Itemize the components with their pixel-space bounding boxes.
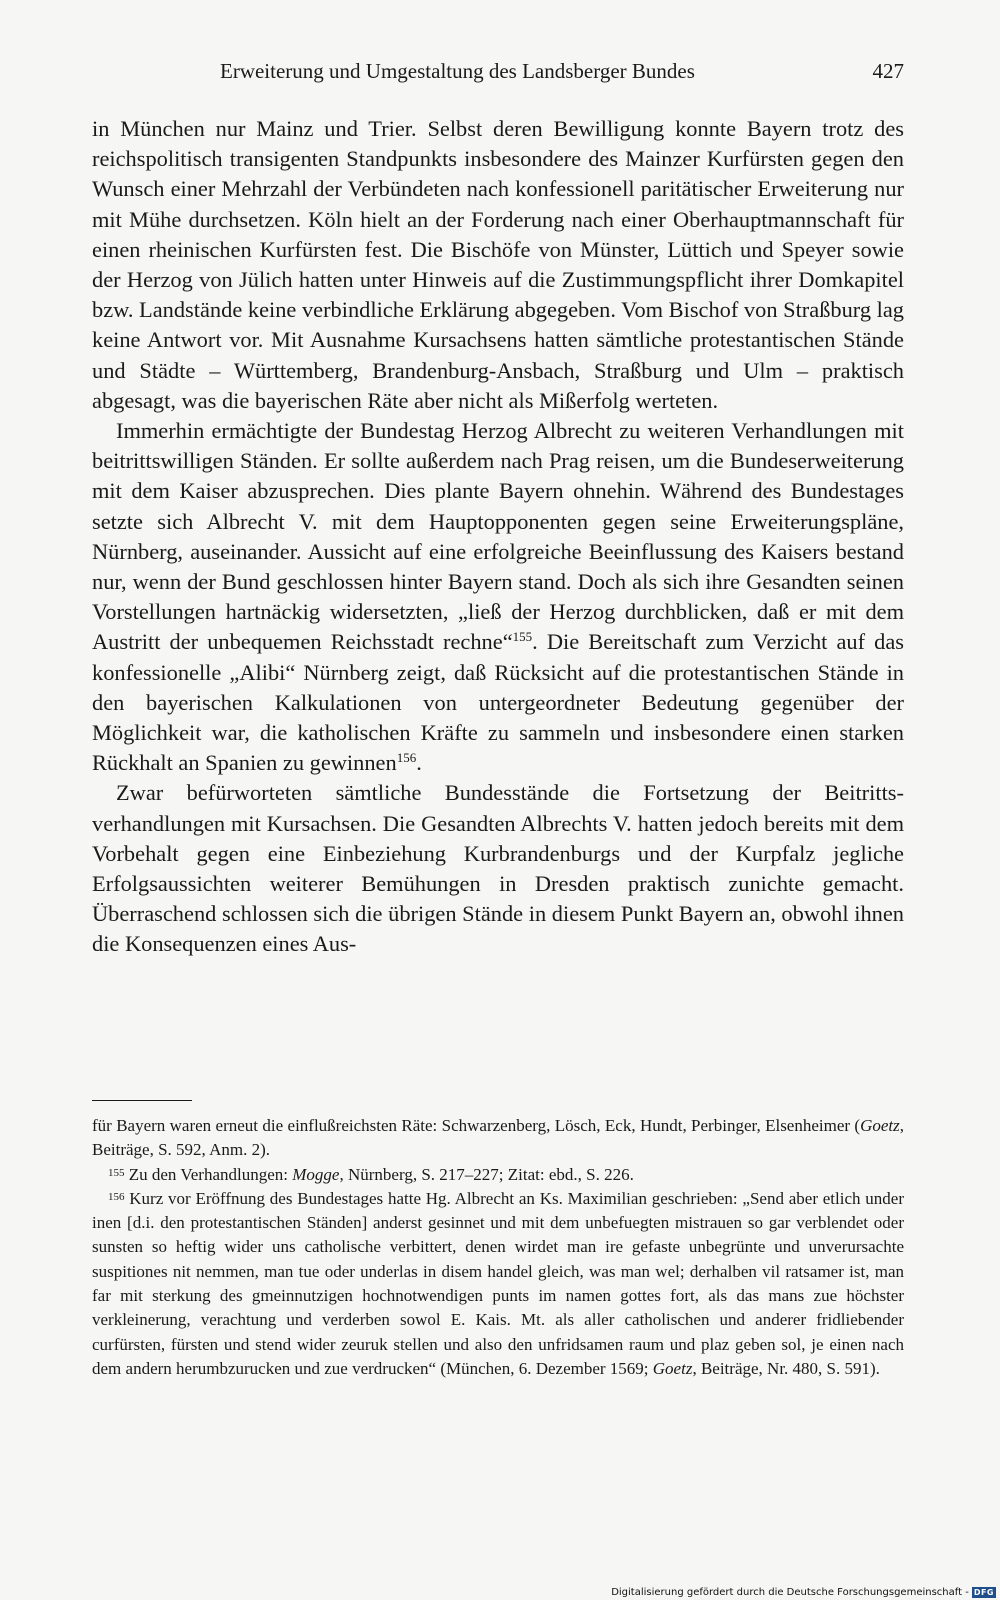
footnote-156-text-a: Kurz vor Eröffnung des Bundestages hatte Hg. Albrecht an Ks. Maximilian geschrieben: „Send aber etlich under inen [d.i. den protestantischen Ständen] anderst gesinnet und mit dem unbefuegten mistrauen so gar verblendet oder sunsten so heftig wider uns catholische verbittert, denen wirdet man ire gefaste unbegrünte und unverursachte suspitiones nit nemmen, man tue oder underlas in disem handel gleich, was man wel; derhalben vil ratsamer ist, man far mit sterkung des gmeinnutzigen hochnotwendigen punts im namen gottes fort, als das mans zue höchster verkleinerung, verachtung und verderben sowol E. Kais. Mt. als aller catholischen und anderer fridliebender curfürsten, fürsten und stend wider zeuruk stellen und also den unfridsamen raum und plaz geben sol, je einen nach dem andern herumbzurucken und zue verdrucken“ (München, 6. Dezember 1569; — [92, 1188, 904, 1378]
paragraph-2-text-b: . Die Bereitschaft zum Verzicht auf das konfessionelle „Alibi“ Nürnberg zeigt, daß Rücksicht auf die protestantischen Stände in den bayerischen Kalkulationen von untergeordneter Bedeutung gegenüber der Möglichkeit war, die katholischen Kräfte zu sammeln und insbesondere einen starken Rückhalt an Spanien zu gewinnen — [92, 629, 904, 776]
paragraph-2-text-end: . — [416, 750, 422, 776]
footnote-156-text-b: , Beiträge, Nr. 480, S. 591). — [692, 1358, 880, 1378]
main-text — [92, 114, 904, 960]
digitization-footer — [611, 1587, 996, 1598]
footnote-continued-text-a: für Bayern waren erneut die einflußreichsten Räte: Schwarzenberg, Lösch, Eck, Hundt, Perbinger, Elsenheimer ( — [92, 1116, 861, 1135]
footnote-155 — [92, 1163, 904, 1187]
footnote-155-text-a: Zu den Verhandlungen: — [124, 1164, 293, 1184]
dfg-logo-icon: DFG — [973, 1588, 994, 1597]
running-title: Erweiterung und Umgestaltung des Landsberger Bundes — [220, 59, 695, 83]
footnote-continued-text-b: , Beiträge, S. 592, Anm. 2). — [92, 1116, 904, 1160]
footnotes — [92, 1114, 904, 1381]
paragraph-2 — [92, 416, 904, 778]
footer-credit: Digitalisierung gefördert durch die Deutsche Forschungsgemeinschaft - — [611, 1587, 969, 1598]
footnote-156 — [92, 1187, 904, 1381]
footnote-continued-author: Goetz — [860, 1116, 900, 1135]
footnote-ref-156[interactable]: 156 — [396, 750, 417, 766]
footnote-155-author: Mogge — [292, 1164, 340, 1184]
paragraph-3: Zwar befürworteten sämtliche Bundesstände die Fortsetzung der Beitrittsverhandlungen mit Kursachsen. Die Gesandten Albrechts V. hatten jedoch bereits mit dem Vorbehalt gegen eine Einbeziehung Kurbrandenburgs und der Kurpfalz jegliche Erfolgsaussichten weiterer Bemühungen in Dresden praktisch zunichte gemacht. Überraschend schlossen sich die übrigen Stände in diesem Punkt Bayern an, obwohl ihnen die Konsequenzen eines Aus- — [92, 780, 904, 957]
footnote-ref-155[interactable]: 155 — [512, 629, 533, 645]
footnote-continued — [92, 1114, 904, 1163]
footnote-155-number: 155 — [108, 1166, 125, 1179]
footnote-156-number: 156 — [108, 1190, 125, 1203]
footnote-156-author: Goetz — [652, 1358, 693, 1378]
page-number: 427 — [872, 59, 904, 83]
footnote-155-text-b: , Nürnberg, S. 217–227; Zitat: ebd., S. 226. — [339, 1164, 634, 1184]
paragraph-2-text-a: Immerhin ermächtigte der Bundestag Herzog Albrecht zu weiteren Verhandlungen mit beitrittswilligen Ständen. Er sollte außerdem nach Prag reisen, um die Bundeserweiterung mit dem Kaiser abzusprechen. Dies plante Bayern ohnehin. Während des Bundestages setzte sich Albrecht V. mit dem Hauptopponenten gegen seine Erweiterungspläne, Nürnberg, auseinander. Aussicht auf eine erfolgreiche Beeinflussung des Kaisers bestand nur, wenn der Bund geschlossen hinter Bayern stand. Doch als sich ihre Gesandten seinen Vorstellungen hartnäckig widersetzten, „ließ der Herzog durchblicken, daß er mit dem Austritt der unbequemen Reichsstadt rechne“ — [92, 418, 904, 655]
paragraph-1: in München nur Mainz und Trier. Selbst deren Bewilligung konnte Bayern trotz des reichspolitisch transigenten Standpunkts insbesondere des Mainzer Kurfürsten gegen den Wunsch einer Mehrzahl der Verbündeten nach konfessionell paritätischer Erweiterung nur mit Mühe durchsetzen. Köln hielt an der Forderung nach einer Oberhauptmannschaft für einen rheinischen Kurfürsten fest. Die Bischöfe von Münster, Lüttich und Speyer sowie der Herzog von Jülich hatten unter Hinweis auf die Zustimmungspflicht ihrer Domkapitel bzw. Landstände keine verbindliche Erklärung abgegeben. Vom Bischof von Straßburg lag keine Antwort vor. Mit Ausnahme Kursachsens hatten sämtliche protestantischen Stände und Städte – Württemberg, Brandenburg-Ansbach, Straßburg und Ulm – praktisch abgesagt, was die bayerischen Räte aber nicht als Mißerfolg werteten. — [92, 116, 904, 413]
footnote-separator — [92, 1100, 192, 1101]
